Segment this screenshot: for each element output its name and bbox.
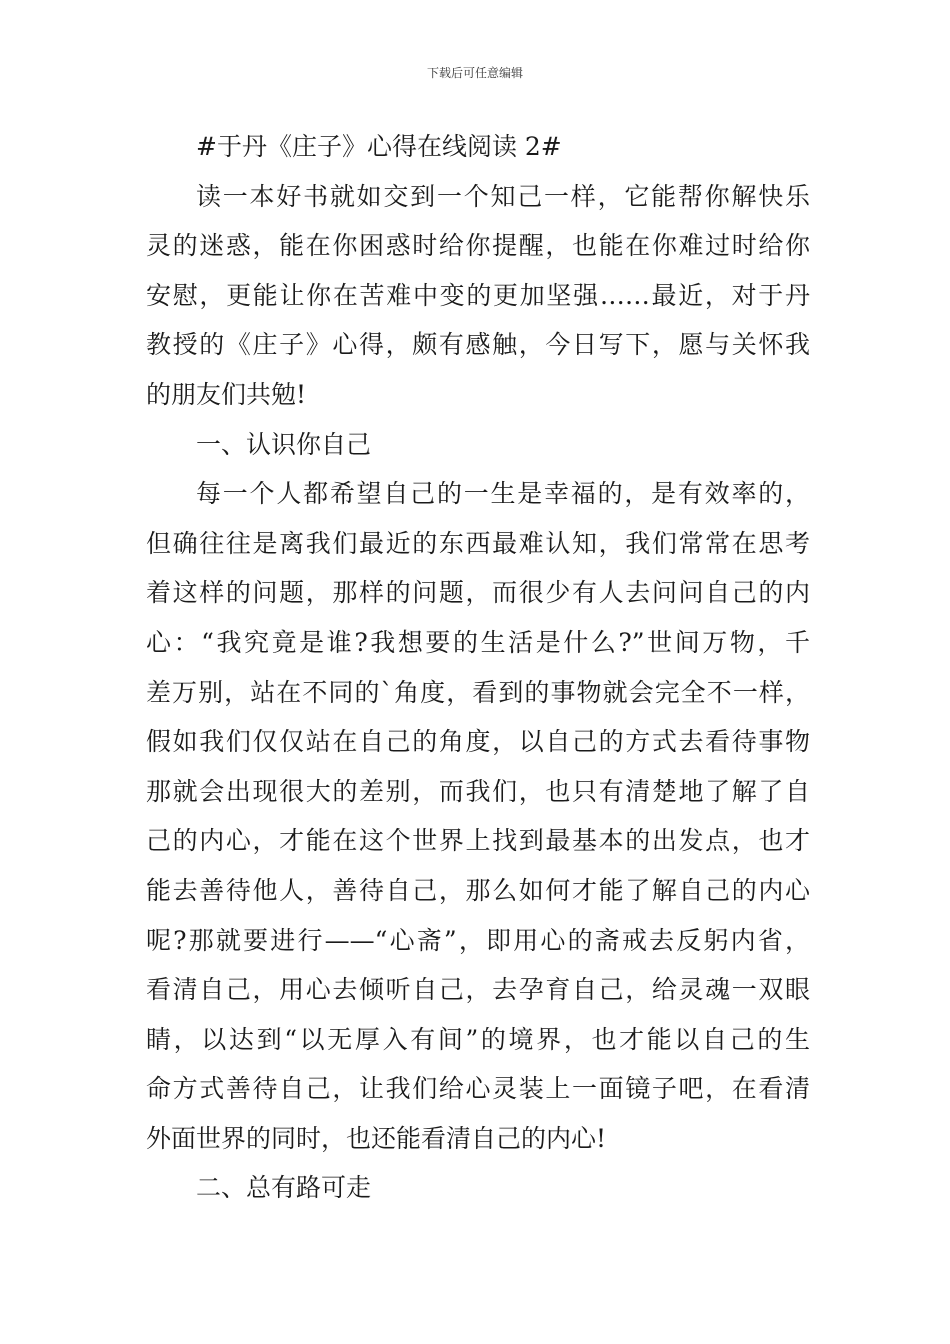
paragraph-line: 假如我们仅仅站在自己的角度，以自己的方式去看待事物 bbox=[146, 727, 810, 757]
paragraph-line: 每一个人都希望自己的一生是幸福的，是有效率的， bbox=[196, 479, 810, 509]
paragraph-line: 能去善待他人，善待自己，那么如何才能了解自己的内心 bbox=[146, 875, 810, 905]
paragraph-line: 外面世界的同时，也还能看清自己的内心! bbox=[146, 1123, 607, 1153]
section-heading: 二、总有路可走 bbox=[196, 1173, 372, 1203]
paragraph-line: 命方式善待自己，让我们给心灵装上一面镜子吧，在看清 bbox=[146, 1074, 810, 1104]
section-heading: 一、认识你自己 bbox=[196, 429, 372, 459]
paragraph-line: 的朋友们共勉! bbox=[146, 379, 307, 409]
paragraph-line: 灵的迷惑，能在你困惑时给你提醒，也能在你难过时给你 bbox=[146, 231, 810, 261]
paragraph-line: 差万别，站在不同的`角度，看到的事物就会完全不一样， bbox=[146, 677, 810, 707]
paragraph-line: 教授的《庄子》心得，颇有感触，今日写下，愿与关怀我 bbox=[146, 330, 810, 360]
paragraph-line: 己的内心，才能在这个世界上找到最基本的出发点，也才 bbox=[146, 826, 810, 856]
paragraph-line: 着这样的问题，那样的问题，而很少有人去问问自己的内 bbox=[146, 578, 810, 608]
document-body bbox=[146, 122, 810, 1213]
paragraph-line: 睛，以达到“以无厚入有间”的境界，也才能以自己的生 bbox=[146, 1024, 810, 1054]
paragraph-line: 呢?那就要进行——“心斋”，即用心的斋戒去反躬内省， bbox=[146, 925, 810, 955]
paragraph-line: 读一本好书就如交到一个知己一样，它能帮你解快乐 bbox=[196, 181, 810, 211]
paragraph-line: 心：“我究竟是谁?我想要的生活是什么?”世间万物，千 bbox=[146, 627, 810, 657]
paragraph-line: 看清自己，用心去倾听自己，去孕育自己，给灵魂一双眼 bbox=[146, 975, 810, 1005]
paragraph-line: 那就会出现很大的差别，而我们，也只有清楚地了解了自 bbox=[146, 776, 810, 806]
section-title: #于丹《庄子》心得在线阅读 2# bbox=[196, 132, 562, 161]
paragraph-line: 安慰，更能让你在苦难中变的更加坚强……最近，对于丹 bbox=[146, 280, 810, 310]
paragraph-line: 但确往往是离我们最近的东西最难认知，我们常常在思考 bbox=[146, 528, 810, 558]
page-header: 下载后可任意编辑 bbox=[426, 66, 523, 80]
